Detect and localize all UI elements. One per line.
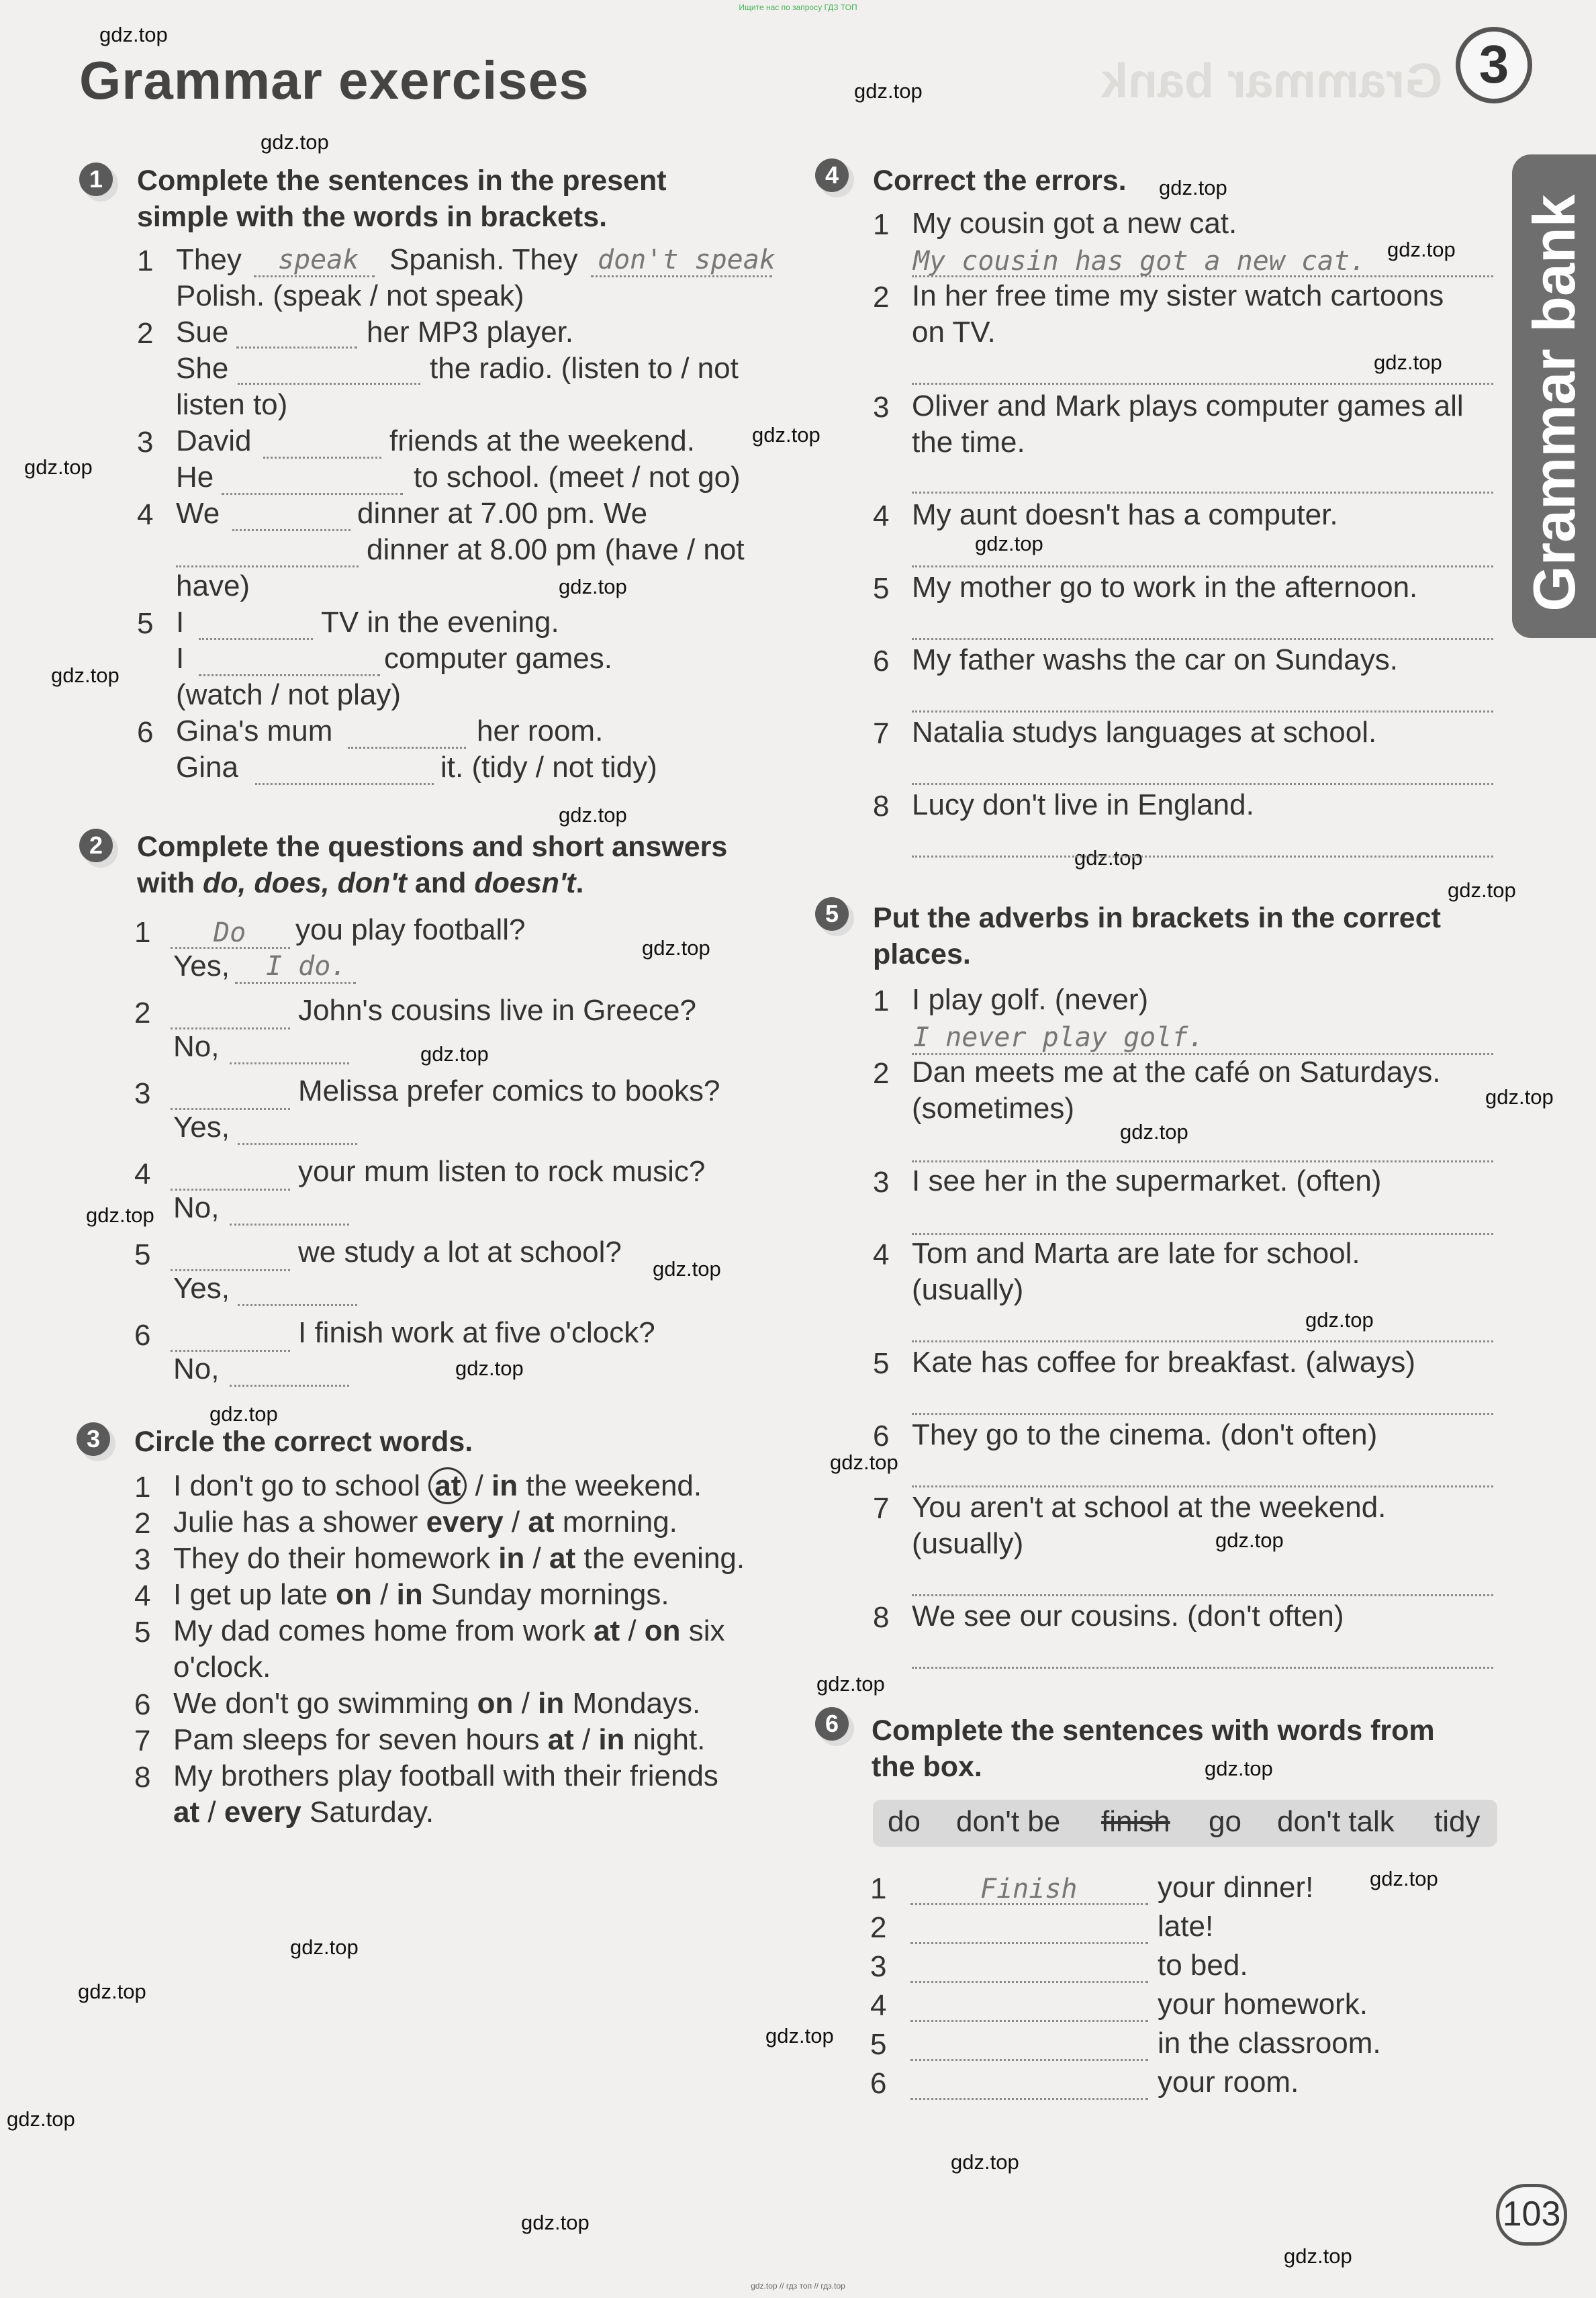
- item-number: 6: [134, 1319, 151, 1352]
- filled-answer: Do: [214, 917, 246, 948]
- watermark: gdz.top: [1284, 2244, 1352, 2268]
- sentence-text: Julie has a shower every / at morning.: [173, 1506, 677, 1538]
- option[interactable]: at: [528, 1506, 555, 1538]
- sentence-text: it. (tidy / not tidy): [440, 751, 657, 784]
- blank-line[interactable]: [230, 1062, 349, 1064]
- sentence-text: your dinner!: [1158, 1871, 1314, 1904]
- blank-line[interactable]: [232, 529, 350, 531]
- box-word: tidy: [1434, 1805, 1481, 1838]
- error-sentence: In her free time my sister watch cartoons: [912, 279, 1444, 312]
- exercise-4-number: 4: [815, 158, 849, 192]
- item-number: 5: [870, 2028, 887, 2061]
- watermark: gdz.top: [653, 1257, 721, 1281]
- sentence-text: her MP3 player.: [367, 316, 574, 349]
- error-sentence: My mother go to work in the afternoon.: [912, 571, 1418, 604]
- sentence-text: David: [176, 424, 252, 457]
- option[interactable]: in: [498, 1542, 525, 1575]
- sentence-text: Spanish. They: [389, 243, 578, 276]
- adverb-sentence: You aren't at school at the weekend.: [912, 1491, 1387, 1524]
- item-number: 1: [137, 244, 154, 277]
- blank-line[interactable]: [912, 383, 1493, 385]
- sentence-text: Pam sleeps for seven hours at / in night.: [173, 1723, 706, 1756]
- blank-line[interactable]: [912, 565, 1493, 567]
- item-number: 3: [870, 1950, 887, 1983]
- sentence-text: They do their homework in / at the evening.: [173, 1542, 745, 1575]
- exercise-1-number: 1: [79, 163, 113, 196]
- box-word: don't talk: [1277, 1805, 1395, 1838]
- item-number: 4: [870, 1989, 887, 2022]
- exercise-5-number: 5: [815, 897, 849, 931]
- item-number: 1: [873, 208, 890, 241]
- sentence-text: My brothers play football with their friends: [173, 1759, 718, 1792]
- blank-line[interactable]: [910, 2020, 1148, 2022]
- filled-answer: don't speak: [598, 244, 776, 275]
- option[interactable]: on: [336, 1578, 372, 1611]
- sentence-text: late!: [1158, 1910, 1214, 1943]
- blank-line[interactable]: [910, 1942, 1148, 1944]
- watermark: gdz.top: [1205, 1757, 1273, 1780]
- error-sentence: My father washs the car on Sundays.: [912, 643, 1398, 676]
- error-sentence: Natalia studys languages at school.: [912, 716, 1377, 749]
- blank-line[interactable]: [912, 856, 1493, 858]
- watermark: gdz.top: [7, 2107, 75, 2131]
- sentence-text: your homework.: [1158, 1988, 1368, 2021]
- watermark: gdz.top: [559, 803, 627, 827]
- page-title: Grammar exercises: [79, 50, 590, 110]
- box-word: go: [1209, 1805, 1241, 1838]
- error-sentence: My cousin got a new cat.: [912, 207, 1237, 240]
- sentence-text: o'clock.: [173, 1651, 271, 1684]
- item-number: 3: [873, 1166, 890, 1199]
- sentence-text: listen to): [176, 388, 288, 421]
- box-word-used: finish: [1101, 1805, 1170, 1838]
- exercise-5-heading: places.: [873, 938, 971, 970]
- option[interactable]: at: [549, 1542, 576, 1575]
- blank-line[interactable]: [912, 1160, 1493, 1162]
- filled-answer: Finish: [980, 1874, 1078, 1904]
- item-number: 6: [873, 645, 890, 678]
- sentence-text: She: [176, 352, 229, 385]
- item-number: 6: [870, 2067, 887, 2100]
- item-number: 2: [137, 317, 154, 350]
- watermark: gdz.top: [51, 663, 120, 687]
- watermark: gdz.top: [1074, 846, 1143, 870]
- error-sentence: the time.: [912, 426, 1025, 459]
- answer-text: Yes,: [173, 1111, 230, 1144]
- item-number: 5: [137, 607, 154, 640]
- exercise-6-heading: the box.: [872, 1751, 982, 1783]
- exercise-3-number: 3: [77, 1422, 110, 1456]
- sentence-text: dinner at 7.00 pm. We: [357, 497, 648, 530]
- blank-line[interactable]: [912, 1413, 1493, 1415]
- option[interactable]: in: [396, 1578, 423, 1611]
- item-number: 6: [137, 716, 154, 749]
- adverb-sentence: (usually): [912, 1527, 1024, 1560]
- sentence-text: My dad comes home from work at / on six: [173, 1614, 725, 1647]
- watermark: gdz.top: [1370, 1867, 1438, 1890]
- filled-answer: I never play golf.: [913, 1022, 1205, 1053]
- sentence-text: We don't go swimming on / in Mondays.: [173, 1687, 701, 1720]
- blank-line[interactable]: [912, 1233, 1493, 1235]
- sentence-text: Gina: [176, 751, 238, 784]
- option[interactable]: in: [598, 1723, 625, 1756]
- blank-line[interactable]: [199, 638, 313, 640]
- watermark: gdz.top: [455, 1357, 524, 1380]
- blank-line[interactable]: [238, 383, 420, 385]
- watermark: gdz.top: [816, 1672, 885, 1696]
- question-text: Melissa prefer comics to books?: [298, 1074, 720, 1107]
- adverb-sentence: (sometimes): [912, 1092, 1075, 1125]
- circled-option[interactable]: at: [428, 1467, 467, 1504]
- item-number: 2: [870, 1911, 887, 1944]
- sentence-text: her room.: [477, 715, 604, 747]
- question-text: we study a lot at school?: [298, 1236, 622, 1269]
- item-number: 3: [137, 426, 154, 459]
- option[interactable]: at: [547, 1723, 574, 1756]
- watermark: gdz.top: [290, 1935, 359, 1959]
- item-number: 1: [873, 984, 890, 1017]
- item-number: 1: [870, 1872, 887, 1905]
- item-number: 3: [873, 391, 890, 424]
- blank-line[interactable]: [238, 1304, 357, 1306]
- blank-line[interactable]: [912, 1485, 1493, 1487]
- blank-line[interactable]: [199, 674, 380, 676]
- error-sentence: on TV.: [912, 316, 996, 349]
- exercise-1-heading: simple with the words in brackets.: [137, 201, 608, 233]
- sentence-text: (watch / not play): [176, 678, 402, 711]
- sentence-text: have): [176, 569, 250, 602]
- adverb-sentence: We see our cousins. (don't often): [912, 1600, 1344, 1633]
- watermark: gdz.top: [1374, 351, 1442, 374]
- adverb-sentence: Dan meets me at the café on Saturdays.: [912, 1056, 1441, 1089]
- watermark: gdz.top: [261, 130, 329, 154]
- error-sentence: Oliver and Mark plays computer games all: [912, 389, 1464, 422]
- sentence-text: I: [176, 606, 185, 639]
- filled-answer: I do.: [266, 951, 347, 982]
- option[interactable]: on: [644, 1614, 681, 1647]
- item-number: 8: [873, 790, 890, 823]
- watermark: gdz.top: [752, 423, 820, 447]
- sentence-text: at / every Saturday.: [173, 1796, 434, 1829]
- error-sentence: Lucy don't live in England.: [912, 788, 1254, 821]
- item-number: 4: [873, 1238, 890, 1271]
- sentence-text: Gina's mum: [176, 715, 333, 747]
- blank-line[interactable]: [912, 492, 1493, 494]
- option[interactable]: in: [491, 1469, 518, 1502]
- exercise-2-heading: with do, does, don't and doesn't.: [137, 867, 584, 899]
- sentence-text: They: [176, 243, 242, 276]
- sentence-text: Polish. (speak / not speak): [176, 279, 524, 312]
- item-number: 7: [134, 1725, 151, 1757]
- watermark: gdz.top: [1305, 1308, 1374, 1332]
- item-number: 2: [134, 997, 151, 1029]
- option[interactable]: every: [224, 1796, 301, 1829]
- watermark: gdz.top: [1120, 1120, 1188, 1144]
- item-number: 3: [134, 1543, 151, 1576]
- blank-line[interactable]: [348, 747, 466, 749]
- blank-line[interactable]: [263, 457, 381, 459]
- item-number: 3: [134, 1077, 151, 1110]
- question-text: I finish work at five o'clock?: [298, 1316, 655, 1349]
- exercise-2-number: 2: [79, 829, 113, 862]
- watermark: gdz.top: [559, 575, 627, 598]
- blank-line[interactable]: [254, 275, 375, 277]
- item-number: 6: [873, 1420, 890, 1453]
- sentence-text: I get up late on / in Sunday mornings.: [173, 1578, 669, 1611]
- option[interactable]: at: [173, 1796, 200, 1829]
- watermark: gdz.top: [975, 532, 1043, 555]
- blank-line[interactable]: [912, 710, 1493, 713]
- bottom-note: gdz.top // гдз топ // гдз.top: [751, 2281, 845, 2291]
- blank-line[interactable]: [912, 638, 1493, 640]
- item-number: 6: [134, 1688, 151, 1721]
- sentence-text: I don't go to school at / in the weekend.: [173, 1468, 702, 1504]
- item-number: 5: [134, 1238, 151, 1271]
- exercise-2-heading: Complete the questions and short answers: [137, 831, 728, 863]
- top-note: Ищите нас по запросу ГДЗ ТОП: [739, 3, 857, 12]
- sentence-text: dinner at 8.00 pm (have / not: [367, 533, 745, 566]
- item-number: 1: [134, 916, 151, 949]
- item-number: 8: [873, 1601, 890, 1634]
- item-number: 8: [134, 1761, 151, 1794]
- exercise-3-heading: Circle the correct words.: [134, 1426, 473, 1458]
- blank-line[interactable]: [236, 347, 357, 349]
- exercise-5-heading: Put the adverbs in brackets in the correct: [873, 902, 1441, 934]
- sentence-text: the radio. (listen to / not: [430, 352, 739, 385]
- adverb-sentence: Kate has coffee for breakfast. (always): [912, 1346, 1415, 1379]
- watermark: gdz.top: [830, 1451, 898, 1474]
- question-text: your mum listen to rock music?: [298, 1155, 706, 1188]
- error-sentence: My aunt doesn't has a computer.: [912, 498, 1338, 531]
- item-number: 1: [134, 1471, 151, 1504]
- sentence-text: We: [176, 497, 220, 530]
- item-number: 7: [873, 1492, 890, 1525]
- exercise-6-heading: Complete the sentences with words from: [872, 1714, 1435, 1747]
- watermark: gdz.top: [24, 455, 93, 479]
- item-number: 7: [873, 717, 890, 750]
- option[interactable]: every: [426, 1506, 504, 1538]
- box-word: don't be: [956, 1805, 1061, 1838]
- item-number: 2: [134, 1507, 151, 1540]
- answer-text: No,: [173, 1030, 220, 1063]
- watermark: gdz.top: [86, 1203, 154, 1227]
- blank-line[interactable]: [235, 982, 356, 984]
- watermark: gdz.top: [1159, 176, 1227, 199]
- exercise-4-heading: Correct the errors.: [873, 165, 1127, 197]
- filled-answer: speak: [278, 244, 359, 275]
- sentence-text: friends at the weekend.: [389, 424, 695, 457]
- sentence-text: to bed.: [1158, 1949, 1248, 1982]
- item-number: 5: [873, 1347, 890, 1380]
- option[interactable]: in: [538, 1687, 565, 1720]
- watermark: gdz.top: [765, 2024, 834, 2048]
- option[interactable]: at: [593, 1614, 620, 1647]
- answer-text: No,: [173, 1352, 220, 1385]
- ghost-heading: Grammar bank: [1101, 54, 1443, 108]
- option[interactable]: on: [477, 1687, 514, 1720]
- side-tab-label: Grammar bank: [1521, 194, 1587, 612]
- watermark: gdz.top: [78, 1980, 146, 2003]
- item-number: 4: [134, 1158, 151, 1191]
- blank-line[interactable]: [238, 1143, 357, 1145]
- watermark: gdz.top: [951, 2150, 1019, 2174]
- answer-text: Yes,: [173, 1272, 230, 1305]
- blank-line[interactable]: [910, 2098, 1148, 2100]
- watermark: gdz.top: [521, 2211, 590, 2234]
- watermark: gdz.top: [854, 79, 923, 103]
- watermark: gdz.top: [1387, 238, 1456, 261]
- sentence-text: your room.: [1158, 2066, 1299, 2099]
- item-number: 5: [873, 572, 890, 605]
- adverb-sentence: (usually): [912, 1273, 1024, 1306]
- blank-line[interactable]: [912, 1667, 1493, 1669]
- filled-answer: My cousin has got a new cat.: [913, 246, 1366, 277]
- unit-number-badge: 3: [1456, 27, 1532, 103]
- page-number: 103: [1496, 2184, 1567, 2246]
- item-number: 4: [873, 500, 890, 533]
- watermark: gdz.top: [420, 1042, 489, 1066]
- watermark: gdz.top: [1215, 1528, 1284, 1552]
- sentence-text: He: [176, 461, 214, 494]
- blank-line[interactable]: [912, 783, 1493, 785]
- box-word: do: [888, 1805, 921, 1838]
- blank-line[interactable]: [910, 1981, 1148, 1983]
- question-text: you play football?: [295, 913, 526, 946]
- blank-line[interactable]: [230, 1385, 349, 1387]
- adverb-sentence: They go to the cinema. (don't often): [912, 1418, 1378, 1451]
- adverb-sentence: I see her in the supermarket. (often): [912, 1164, 1382, 1197]
- watermark: gdz.top: [1485, 1085, 1554, 1109]
- blank-line[interactable]: [222, 493, 403, 495]
- blank-line[interactable]: [176, 565, 359, 567]
- answer-text: Yes,: [173, 950, 230, 982]
- watermark: gdz.top: [642, 936, 710, 960]
- item-number: 2: [873, 281, 890, 314]
- blank-line[interactable]: [230, 1224, 349, 1226]
- blank-line[interactable]: [910, 2059, 1148, 2061]
- answer-text: No,: [173, 1191, 220, 1224]
- item-number: 2: [873, 1057, 890, 1090]
- sentence-text: computer games.: [384, 642, 612, 675]
- item-number: 4: [134, 1579, 151, 1612]
- sentence-text: in the classroom.: [1158, 2027, 1381, 2060]
- exercise-6-number: 6: [815, 1707, 849, 1741]
- adverb-sentence: I play golf. (never): [912, 983, 1149, 1016]
- item-number: 4: [137, 498, 154, 531]
- watermark: gdz.top: [99, 23, 168, 46]
- watermark: gdz.top: [209, 1402, 278, 1426]
- sentence-text: I: [176, 642, 185, 675]
- sentence-text: Sue: [176, 316, 229, 349]
- blank-line[interactable]: [912, 1340, 1493, 1342]
- blank-line[interactable]: [912, 1594, 1493, 1596]
- item-number: 5: [134, 1616, 151, 1649]
- sentence-text: TV in the evening.: [321, 606, 559, 639]
- question-text: John's cousins live in Greece?: [298, 994, 696, 1027]
- blank-line[interactable]: [591, 275, 772, 277]
- adverb-sentence: Tom and Marta are late for school.: [912, 1237, 1360, 1270]
- exercise-1-heading: Complete the sentences in the present: [137, 165, 667, 197]
- sentence-text: to school. (meet / not go): [414, 461, 741, 494]
- watermark: gdz.top: [1448, 878, 1516, 902]
- blank-line[interactable]: [255, 783, 434, 785]
